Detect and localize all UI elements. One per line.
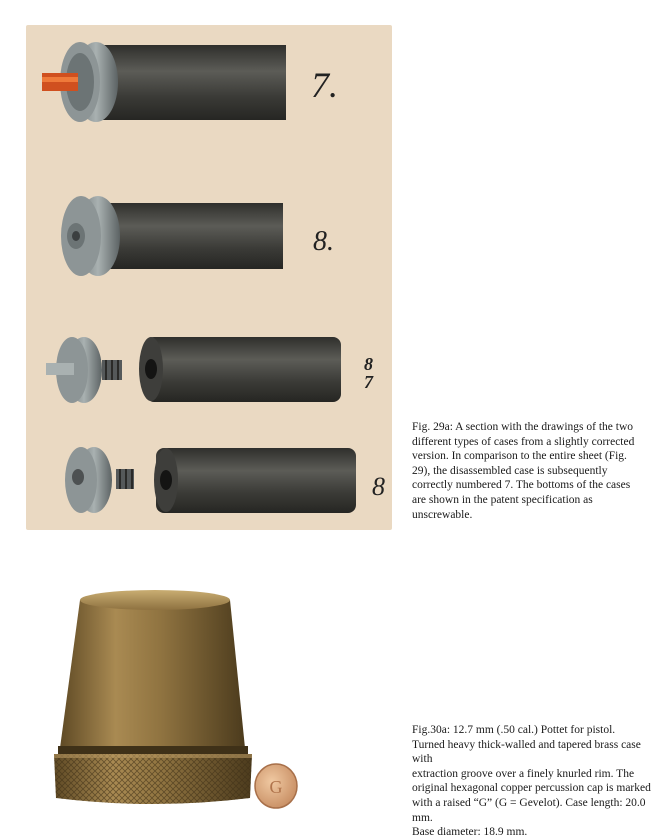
patent-drawing-plate [26,25,392,530]
number-7-top: 7. [311,65,338,105]
fig29a-caption-text: Fig. 29a: A section with the drawings of the two different types of cases from a slightly corrected version. In comparison to the entire sheet (Fig. 29), the disassembled case is subsequently correctly numbered 7. The bottoms of the cases are shown in the patent specification as unscrewable. [412,421,635,521]
number-8-7-stacked: 8 7 [364,354,373,392]
case-7-assembled [42,42,286,122]
cap-letter-g: G [269,777,283,797]
brass-case-illustration [50,588,300,813]
case-drawings [26,25,392,530]
number-8-bottom: 8 [372,472,385,501]
fig30a-line-5: with a raised “G” (G = Gevelot). Case length: 20.0 mm. [412,796,646,824]
copper-percussion-cap [255,764,297,808]
fig30a-caption [412,723,656,840]
fig29a-caption [412,420,644,522]
case-7-disassembled [46,337,341,403]
number-8-middle: 8. [313,226,334,257]
fig30a-line-4: original hexagonal copper percussion cap is marked [412,782,651,795]
brass-case-photo [50,588,300,813]
fig30a-line-2: Turned heavy thick-walled and tapered brass case with [412,738,641,766]
fig30a-line-6: Base diameter: 18.9 mm. [412,826,528,839]
fig30a-line-3: extraction groove over a finely knurled rim. The [412,767,635,780]
case-8-disassembled [65,447,356,513]
fig30a-line-1: Fig.30a: 12.7 mm (.50 cal.) Pottet for pistol. [412,724,616,736]
case-8-assembled [61,196,283,276]
